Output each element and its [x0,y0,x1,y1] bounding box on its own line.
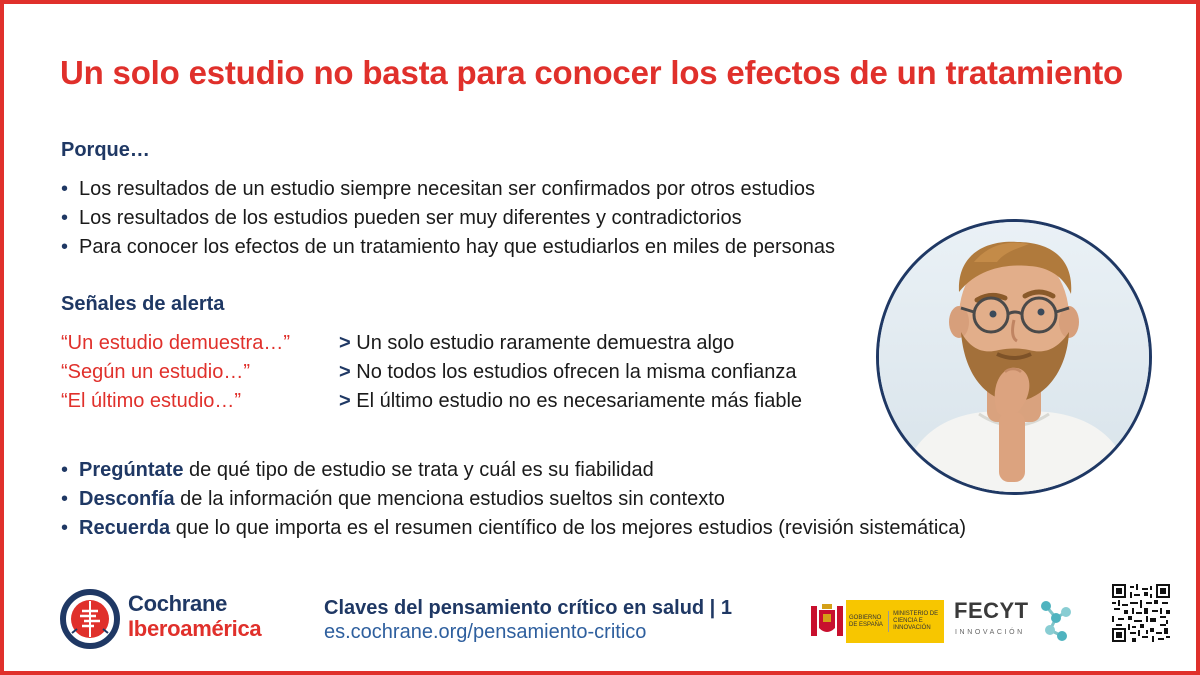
alert-explanation: El último estudio no es necesariamente más fiable [356,390,803,412]
series-info [324,596,732,644]
thinking-man-photo [876,219,1152,495]
ministry-label: MINISTERIO DE CIENCIA E INNOVACIÓN [888,611,944,632]
alerts-list [61,329,802,416]
tip-keyword: Recuerda [79,517,171,539]
alert-explanation: No todos los estudios ofrecen la misma confianza [356,361,797,383]
government-logo [808,600,944,643]
tip-text: que lo que importa es el resumen científico de los mejores estudios (revisión sistemática) [170,517,967,539]
reason-text: Los resultados de los estudios pueden ser muy diferentes y contradictorios [79,207,742,229]
reasons-list [61,175,835,262]
tip-text: de la información que menciona estudios sueltos sin contexto [174,488,725,510]
tip-keyword: Pregúntate [79,459,184,481]
list-item [61,175,835,204]
tip-text: de qué tipo de estudio se trata y cuál es su fiabilidad [183,459,654,481]
brand-line-2: Iberoamérica [128,616,262,641]
brand-line-1: Cochrane [128,591,228,616]
tip-keyword: Desconfía [79,488,175,510]
molecule-icon [1038,598,1072,644]
bullet-icon: • [61,488,69,510]
gov-label: GOBIERNO DE ESPAÑA [849,614,883,628]
alert-quote: “El último estudio…” [61,390,242,412]
fecyt-name: FECYT [954,598,1029,623]
page-title: Un solo estudio no basta para conocer los efectos de un tratamiento [60,54,1123,91]
list-item [61,456,966,485]
cochrane-logo-icon [60,589,120,649]
arrow-icon: > [339,361,351,383]
alert-row [61,358,802,387]
arrow-icon: > [339,332,351,354]
series-title: Claves del pensamiento crítico en salud | 1 [324,597,732,619]
bullet-icon: • [61,178,69,200]
list-item [61,485,966,514]
bullet-icon: • [61,207,69,229]
alert-explanation: Un solo estudio raramente demuestra algo [356,332,735,354]
alert-row [61,387,802,416]
alert-quote: “Un estudio demuestra…” [61,332,290,354]
list-item [61,233,835,262]
fecyt-subtitle: INNOVACIÓN [955,629,1025,636]
alert-row [61,329,802,358]
tips-list [61,456,966,543]
fecyt-logo [954,598,1074,646]
arrow-icon: > [339,390,351,412]
reason-text: Los resultados de un estudio siempre necesitan ser confirmados por otros estudios [79,178,815,200]
thinking-man-illustration [879,222,1149,492]
series-url-link[interactable]: es.cochrane.org/pensamiento-critico [324,621,647,643]
coat-of-arms-icon [808,600,846,643]
alerts-heading: Señales de alerta [61,293,225,315]
reason-text: Para conocer los efectos de un tratamiento hay que estudiarlos en miles de personas [79,236,835,258]
bullet-icon: • [61,459,69,481]
alert-quote: “Según un estudio…” [61,361,251,383]
bullet-icon: • [61,517,69,539]
qr-code-icon[interactable] [1112,584,1170,642]
reasons-heading: Porque… [61,139,150,161]
bullet-icon: • [61,236,69,258]
footer [4,574,1196,671]
list-item [61,204,835,233]
cochrane-brand [128,591,261,641]
list-item [61,514,966,543]
